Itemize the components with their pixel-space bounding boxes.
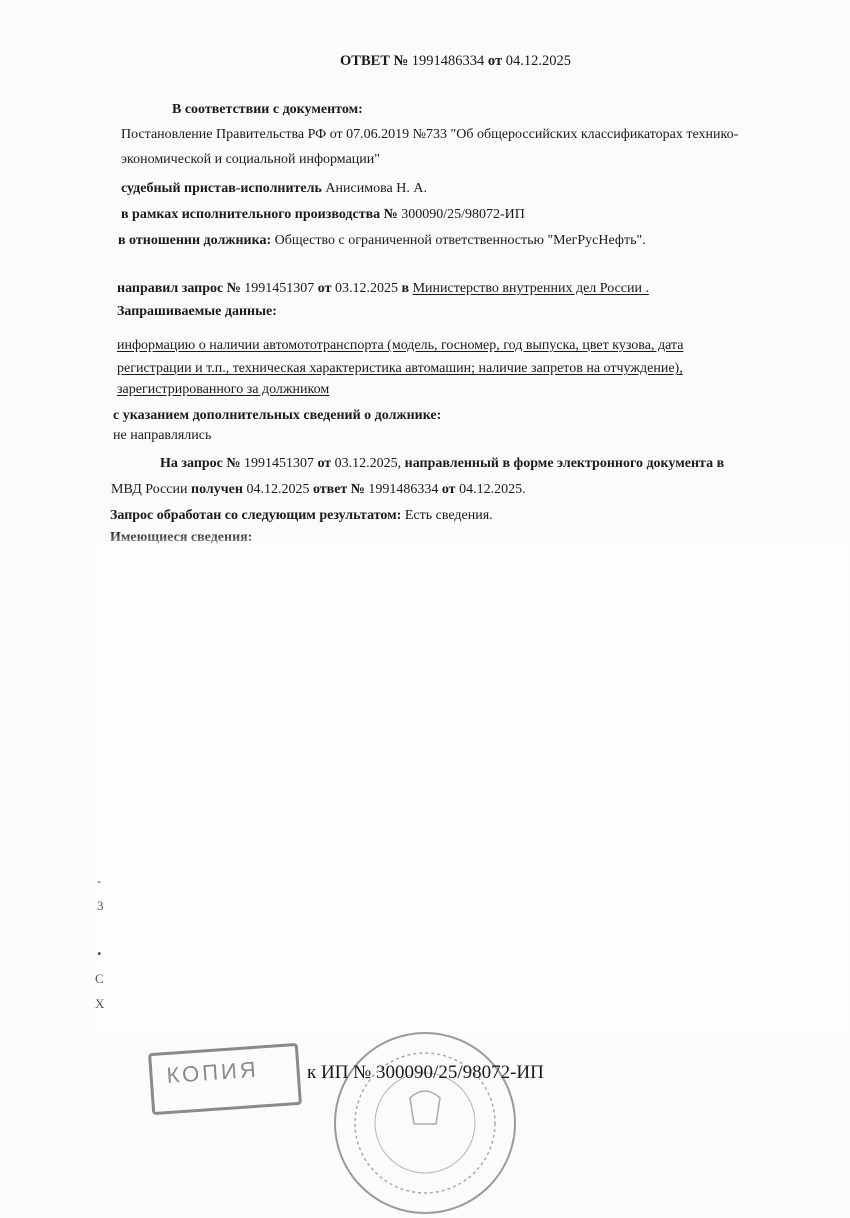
result-line-1: На запрос № 1991451307 от 03.12.2025, направленный в форме электронного документа в [160,456,725,471]
official-seal-icon [330,1028,520,1218]
edge-mark: • [97,946,102,961]
footer-proceeding-ref: к ИП № 300090/25/98072-ИП [307,1062,544,1083]
requested-line-2: регистрации и т.п., техническая характеристика автомашин; наличие запретов на отчуждение), [117,361,683,376]
available-heading: Имеющиеся сведения: [110,530,253,545]
answer-title: ОТВЕТ № 1991486334 от 04.12.2025 [340,53,571,69]
copy-stamp-text: КОПИЯ [165,1056,260,1089]
edge-mark: Х [95,996,105,1011]
basis-line-1: Постановление Правительства РФ от 07.06.2019 №733 "Об общероссийских классификаторах технико- [121,127,739,142]
redacted-area [100,548,842,1026]
edge-mark: С [95,971,104,986]
edge-mark: - [97,873,102,888]
processed-line: Запрос обработан со следующим результатом: Есть сведения. [110,508,493,523]
result-line-2: МВД России получен 04.12.2025 ответ № 1991486334 от 04.12.2025. [111,482,526,497]
debtor-line: в отношении должника: Общество с ограниченной ответственностью "МегРусНефть". [118,233,646,248]
bailiff-line: судебный пристав-исполнитель Анисимова Н. А. [121,181,427,196]
edge-mark: 3 [97,898,104,913]
proceeding-line: в рамках исполнительного производства № 300090/25/98072-ИП [121,207,525,222]
requested-heading: Запрашиваемые данные: [117,304,277,319]
requested-line-3: зарегистрированного за должником [117,382,330,397]
copy-stamp [148,1043,302,1115]
request-line: направил запрос № 1991451307 от 03.12.2025 в Министерство внутренних дел России . [117,281,649,296]
requested-line-1: информацию о наличии автомототранспорта (модель, госномер, год выпуска, цвет кузова, дата [117,338,684,353]
extra-heading: с указанием дополнительных сведений о должнике: [113,408,442,423]
basis-heading: В соответствии с документом: [172,102,363,117]
extra-value: не направлялись [113,428,212,443]
basis-line-2: экономической и социальной информации" [121,152,380,167]
